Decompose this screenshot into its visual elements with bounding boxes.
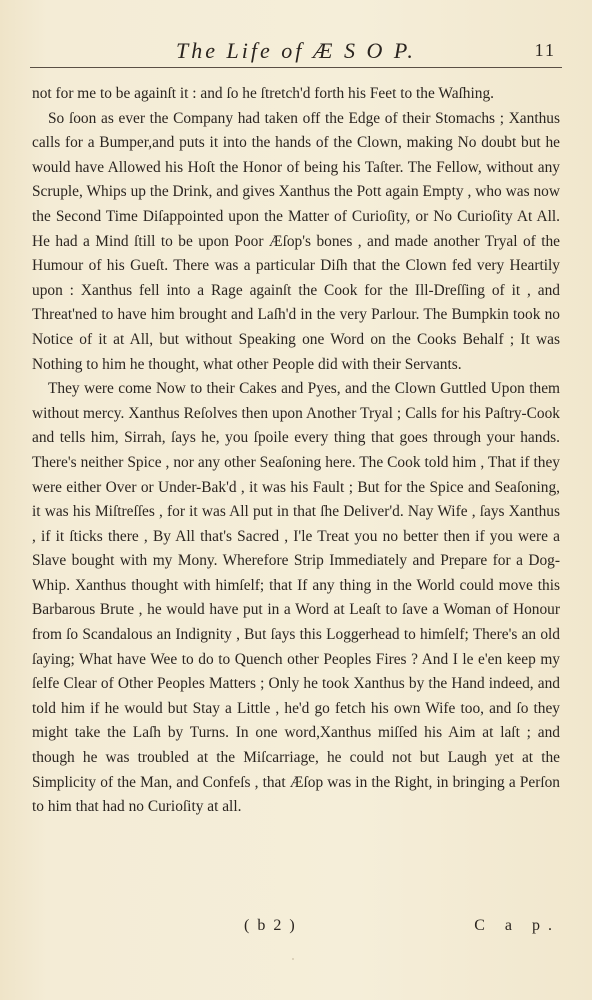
running-head: The Life of Æ S O P.	[176, 38, 416, 63]
paragraph: They were come Now to their Cakes and Pyes, and the Clown Guttled Upon them without mercy. Xanthus Reſolves then upon Another Tryal ; Calls for his Paſtry-Cook and tells him, Sirrah, ſays he, you ſpoile every thing that goes through your hands. There's neither Spice , nor any other Seaſoning here. The Cook told him , That if they were either Over or Under-Bak'd , it was his Fault ; But for the Spice and Seaſoning, it was his Miſtreſſes , for it was All put in that ſhe Deliver'd. Nay Wife , ſays Xanthus , if it ſticks there , By All that's Sacred , I'le Treat you no better then if you were a Slave bought with my Mony. Wherefore Strip Immediately and Prepare for a Dog-Whip. Xanthus thought with himſelf; that If any thing in the World could move this Barbarous Brute , he would have put in a Word at Leaſt to ſave a Woman of Honour from ſo Scandalous an Indignity , But ſays this Loggerhead to himſelf; There's an old ſaying; What have Wee to do to Quench other Peoples Fires ? And I le e'en keep my ſelfe Clear of Other Peoples Matters ; Only he took Xanthus by the Hand indeed, and told him if he would but Stay a Little , he'd go fetch his own Wife too, and ſo they might take the Laſh by Turns. In one word,Xanthus miſſed his Aim at laſt ; and though he was troubled at the Miſcarriage, he could not but Laugh yet at the Simplicity of the Man, and Confeſs , that Æſop was in the Right, in bringing a Perſon to him that had no Curioſity at all.	[32, 380, 560, 816]
page-number: 11	[534, 40, 556, 60]
catchword: C a p.	[474, 917, 560, 934]
page-header	[30, 34, 562, 68]
paper-speck	[448, 214, 450, 216]
header-rule	[30, 67, 562, 68]
body-text	[32, 82, 560, 820]
paragraph: So ſoon as ever the Company had taken off the Edge of their Stomachs ; Xanthus calls for a Bumper,and puts it into the hands of the Clown, making No doubt but he would have Allowed his Hoſt the Honor of being his Taſter. The Fellow, without any Scruple, Whips up the Drink, and gives Xanthus the Pott again Empty , who was now the Second Time Diſappointed upon the Matter of Curioſity, or No Curioſity At All. He had a Mind ſtill to be upon Poor Æſop's bones , and made another Tryal of the Humour of his Gueſt. There was a particular Diſh that the Clown fed very Heartily upon : Xanthus fell into a Rage againſt the Cook for the Ill-Dreſſing of it , and Threat'ned to have him brought and Laſh'd in the very Parlour. The Bumpkin took no Notice of it at All, but without Speaking one Word on the Cooks Behalf ; It was Nothing to him he thought, what other People did with their Servants.	[32, 109, 560, 373]
signature-mark: ( b 2 )	[244, 917, 297, 934]
paper-speck	[112, 612, 114, 614]
paper-speck	[292, 958, 294, 960]
paragraph: not for me to be againſt it : and ſo he ſtretch'd forth his Feet to the Waſhing.	[32, 85, 495, 102]
page-footer	[32, 917, 562, 941]
